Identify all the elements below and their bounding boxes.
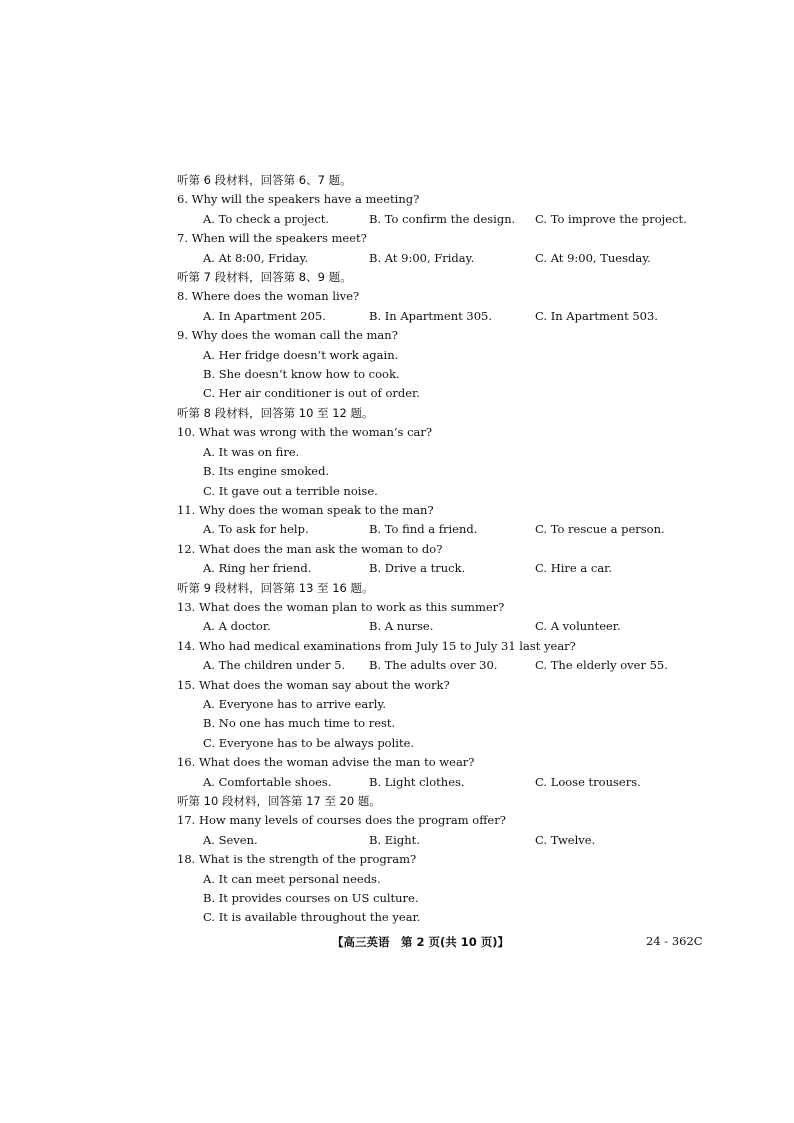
answer-option: A. In Apartment 205. <box>203 308 326 323</box>
answer-option: C. In Apartment 503. <box>535 308 658 323</box>
answer-option: B. In Apartment 305. <box>369 308 493 323</box>
answer-option: C. Hire a car. <box>535 561 613 576</box>
answer-option: A. Her fridge doesn’t work again. <box>203 347 399 362</box>
question-stem: 10. What was wrong with the woman’s car? <box>177 425 433 440</box>
question-list <box>177 171 707 928</box>
answer-option: A. Seven. <box>203 832 258 847</box>
answer-options <box>177 210 707 229</box>
question-item <box>177 229 707 268</box>
question-item <box>177 637 707 676</box>
answer-option: B. At 9:00, Friday. <box>369 250 475 265</box>
answer-option: C. To improve the project. <box>535 211 687 226</box>
answer-option: B. To find a friend. <box>369 522 478 537</box>
question-stem: 18. What is the strength of the program? <box>177 852 417 867</box>
answer-options <box>177 695 707 753</box>
question-stem: 7. When will the speakers meet? <box>177 231 367 246</box>
answer-option: A. At 8:00, Friday. <box>203 250 309 265</box>
answer-options <box>177 831 707 850</box>
section-instruction: 听第 8 段材料，回答第 10 至 12 题。 <box>177 405 374 420</box>
answer-option: A. Comfortable shoes. <box>203 774 332 789</box>
question-stem: 11. Why does the woman speak to the man? <box>177 502 434 517</box>
answer-option: A. A doctor. <box>203 619 271 634</box>
question-item <box>177 501 707 540</box>
question-item <box>177 850 707 928</box>
answer-option: C. Twelve. <box>535 832 596 847</box>
question-item <box>177 326 707 404</box>
question-item <box>177 423 707 501</box>
answer-options <box>177 773 707 792</box>
question-stem: 9. Why does the woman call the man? <box>177 328 398 343</box>
answer-options <box>177 346 707 404</box>
answer-option: C. Everyone has to be always polite. <box>203 735 415 750</box>
answer-option: A. It can meet personal needs. <box>203 871 381 886</box>
answer-option: C. To rescue a person. <box>535 522 665 537</box>
answer-option: C. Loose trousers. <box>535 774 641 789</box>
answer-option: C. It gave out a terrible noise. <box>203 483 378 498</box>
answer-option: B. To confirm the design. <box>369 211 516 226</box>
answer-option: B. No one has much time to rest. <box>203 716 396 731</box>
answer-option: A. It was on fire. <box>203 444 300 459</box>
question-item <box>177 287 707 326</box>
question-stem: 15. What does the woman say about the work? <box>177 677 450 692</box>
answer-options <box>177 307 707 326</box>
question-stem: 8. Where does the woman live? <box>177 289 360 304</box>
answer-option: B. She doesn’t know how to cook. <box>203 367 400 382</box>
question-stem: 14. Who had medical examinations from July 15 to July 31 last year? <box>177 638 576 653</box>
section-instruction: 听第 7 段材料，回答第 8、9 题。 <box>177 270 352 285</box>
answer-option: A. To ask for help. <box>203 522 309 537</box>
answer-options <box>177 249 707 268</box>
answer-option: B. It provides courses on US culture. <box>203 891 419 906</box>
answer-options <box>177 656 707 675</box>
answer-option: A. Everyone has to arrive early. <box>203 696 387 711</box>
answer-option: B. A nurse. <box>369 619 434 634</box>
question-item <box>177 811 707 850</box>
question-stem: 13. What does the woman plan to work as this summer? <box>177 599 505 614</box>
page-number-label: 【高三英语 第 2 页(共 10 页)】 <box>332 935 510 949</box>
answer-option: B. Light clothes. <box>369 774 465 789</box>
section-instruction: 听第 9 段材料，回答第 13 至 16 题。 <box>177 580 374 595</box>
answer-option: B. Eight. <box>369 832 420 847</box>
question-stem: 6. Why will the speakers have a meeting? <box>177 192 420 207</box>
section-instruction: 听第 10 段材料，回答第 17 至 20 题。 <box>177 794 381 808</box>
answer-option: B. The adults over 30. <box>369 658 498 673</box>
answer-option: B. Its engine smoked. <box>203 464 330 479</box>
question-stem: 17. How many levels of courses does the program offer? <box>177 813 506 828</box>
answer-option: A. To check a project. <box>203 211 330 226</box>
answer-option: C. At 9:00, Tuesday. <box>535 250 651 265</box>
answer-option: C. It is available throughout the year. <box>203 910 421 925</box>
answer-option: B. Drive a truck. <box>369 561 466 576</box>
answer-options <box>177 617 707 636</box>
question-item <box>177 540 707 579</box>
question-stem: 16. What does the woman advise the man to wear? <box>177 755 475 770</box>
answer-option: C. The elderly over 55. <box>535 658 668 673</box>
answer-option: A. The children under 5. <box>203 658 346 673</box>
answer-option: C. Her air conditioner is out of order. <box>203 386 420 401</box>
question-item <box>177 190 707 229</box>
answer-option: C. A volunteer. <box>535 619 621 634</box>
paper-code: 24 - 362C <box>646 934 703 948</box>
page-footer <box>0 934 794 954</box>
question-item <box>177 676 707 754</box>
question-item <box>177 598 707 637</box>
answer-options <box>177 520 707 539</box>
answer-option: A. Ring her friend. <box>203 561 312 576</box>
answer-options <box>177 443 707 501</box>
answer-options <box>177 559 707 578</box>
question-stem: 12. What does the man ask the woman to do? <box>177 541 443 556</box>
section-instruction: 听第 6 段材料，回答第 6、7 题。 <box>177 173 352 187</box>
answer-options <box>177 870 707 928</box>
question-item <box>177 753 707 792</box>
